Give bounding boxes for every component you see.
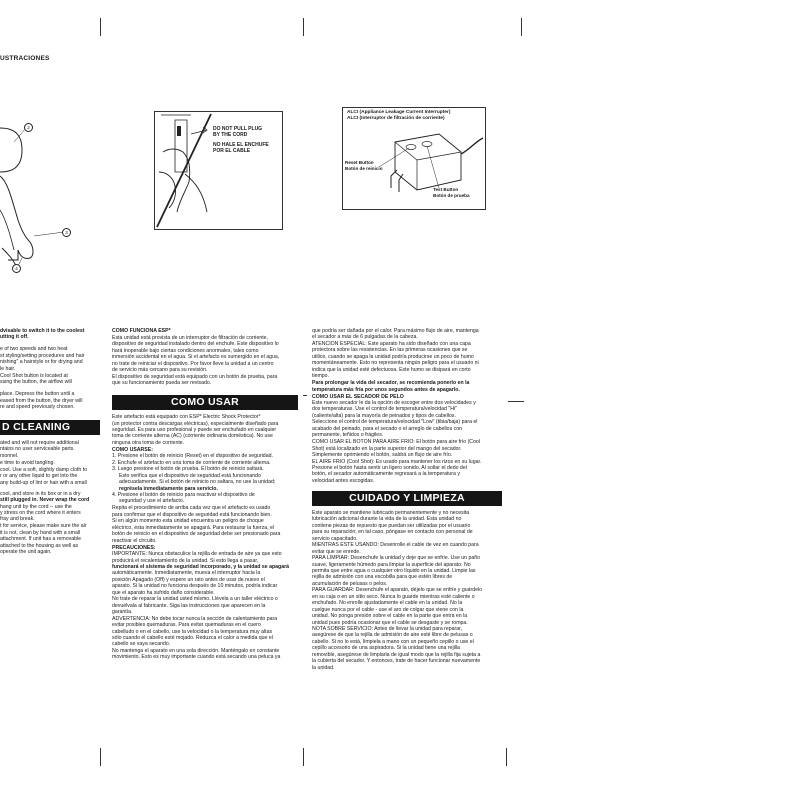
text-line: aparato. Si la unidad no funciona después de 10 minutos, podría indicar [112,583,278,590]
text-line: dvisable to switch it to the coolest [0,328,85,334]
text-line: hang unit by the cord -- use the [0,503,72,510]
text-line: IMPORTANTE: Nunca obstaculice la rejilla de entrada de aire ya que esto [112,551,282,558]
text-line: Shot) está localizado en la parte superior del mango del secador. [312,445,462,452]
text-line: botón de reinicio en el dispositivo de seguridad debe ser presionado para [112,531,281,538]
text-line: cepillo accesorio de una aspiradora. Si la unidad tiene una rejilla [312,645,460,652]
text-line: nishing" a hairstyle or for drying and [0,359,83,366]
text-line: st styling/setting procedures and hair [0,352,85,359]
text-line: e time to avoid tangling. [0,459,55,466]
section-cuidado-limpieza: CUIDADO Y LIMPIEZA [312,491,502,506]
text-line: ated and will not require additional [0,439,79,446]
text-line: cool. Use a soft, slightly damp cloth to [0,466,88,473]
text-line: evitar que se enrede. [312,548,361,555]
text-line: dos temperaturas. Use el control de temperatura/velocidad "Hi" [312,406,457,413]
step-line: regrésela inmediatamente para servicio. [119,485,218,492]
text-line: rsonnel. [0,452,19,459]
alci-title-es: ALCI (Interruptor de filtración de corriente) [347,116,445,121]
column-spanish-2 [312,328,502,672]
text-line: acumulación de pelusas o pelos. [312,580,388,587]
text-line: Presione el botón hasta sentir un ligero sonido. Al soltar el dedo del [312,465,467,472]
heading-boton-aire-frio: COMO USAR EL BOTON PARA AIRE FRIO: El botón para aire frío (Cool [312,439,480,446]
text-line: asegúrese de que la rejilla de admisión de aire esté libre de pelusas o [312,632,473,639]
text-line: evitar posibles quemaduras. Para evitar quemaduras en el cuero [112,622,261,629]
text-line: cabello se vaya secando. [112,641,171,648]
text-line: servicio capacitado. [312,535,358,542]
column-spanish-1 [112,328,298,661]
text-line: Este nuevo secador le da la opción de escoger entre dos velocidades y [312,399,476,406]
text-line: ATENCION ESPECIAL: Este aparato ha sido diseñado con una capa [312,340,471,347]
heading-como-usarse: COMO USARSE: [112,446,153,453]
text-line: le hair. [0,365,16,372]
text-line: devuélvala al fabricante. Siga las instrucciones que aparecen en la [112,602,266,609]
callout-2: 2 [24,123,33,132]
text-line: reactivar el circuito. [112,537,157,544]
text-line: Para prolongar la vida del secador, se recomienda ponerlo en la [312,380,470,387]
text-line: NOTA SOBRE SERVICIO: Antes de llevar la unidad para reparar, [312,626,463,633]
text-line: removible, asegúrese de limpiarla de igual modo que la rejilla fija sujeta a [312,651,481,658]
page-header: USTRACIONES [0,55,50,62]
text-line: botón, el secador automáticamente regresará a la temperatura y [312,471,460,478]
step-line: seguridad y use el artefacto. [119,498,185,505]
text-line: ssing the button, the airflow will [0,379,72,386]
text-line: de servicio más cercano para su revisión. [112,367,208,374]
text-line: Simplemente oprimiendo el botón, saldrá un flujo de aire frío. [312,452,453,459]
heading-como-usar-secador: COMO USAR EL SECADOR DE PELO [312,393,404,400]
text-line: contiene piezas de repuesto que puedan ser utilizadas por el usuario [312,522,471,529]
text-line: Este artefacto está equipado con ESP* Electric Shock Protector* [112,414,261,421]
text-line: dispositivo de seguridad instalado dentro del enchufe. Este dispositivo lo [112,341,279,348]
text-line: ntains no user serviceable parts. [0,446,75,453]
text-line: Repita el procedimiento de arriba cada vez que el artefacto es usado [112,505,271,512]
text-line: PARA LIMPIAR: Desenchufe la unidad y deje que se enfríe. Use un paño [312,555,481,562]
section-como-usar: COMO USAR [112,395,298,410]
text-line: para su reparación; en tal caso, póngase en contacto con personal de [312,529,473,536]
text-line: posición Apagado (Off) y espere un rato antes de usar de nuevo el [112,576,265,583]
text-line: hará inoperable bajo ciertas condiciones anormales, tales como [112,347,259,354]
text-line: producirá el recalentamiento de la unidad. Si esto llega a pasar, [112,557,259,564]
text-line: unidad. No ponga presión sobre el cable en la parte que entra en la [312,613,468,620]
text-line: suave, ligeramente húmedo para limpiar la superficie del aparato. No [312,561,471,568]
text-line: eléctrico, ésta inmediatamente se apagará. Para restaurar la fuerza, el [112,524,275,531]
callout-3: 3 [62,228,71,237]
caption-line-1: DO NOT PULL PLUG [213,126,263,132]
text-line: Cool Shot button is located at [0,372,68,379]
column-english [0,328,100,556]
text-line: sólo cuando el cabello esté mojado. Reduzca el calor a medida que el [112,634,273,641]
text-line: No mantenga el aparato en una sola dirección. Manténgalo en constante [112,647,280,654]
text-line: cuelgue nunca por el cable - use el aro de colgar que viene con la [312,606,464,613]
text-line: rejilla de admisión con una escobilla para que estén libres de [312,574,453,581]
caption-line-3: NO HALE EL ENCHUFE [213,142,269,148]
step-line: 4. Presione el botón de reinicio para reactivar el dispositivo de [112,492,255,499]
text-line: (un protector contra descargas eléctricas), especialmente diseñado para [112,420,279,427]
heading-como-funciona: COMO FUNCIONA ESP* [112,328,171,334]
caption-line-4: POR EL CABLE [213,148,251,154]
text-line: ninguna otra toma de corriente. [112,439,185,446]
step-line: Esto verifica que el dispositivo de seguridad está funcionando [119,472,261,479]
unplug-illustration [154,111,283,230]
text-line: MIENTRAS ESTE USANDO: Desenrolle el cable de vez en cuando para [312,542,479,549]
text-line: PARA GUARDAR: Desenchufe el aparato, déjelo que se enfríe y guárdelo [312,587,483,594]
text-line: attached to the housing as well as [0,542,79,549]
text-line: tiempo. [312,373,330,380]
text-line: El dispositivo de seguridad está equipado con un botón de prueba, para [112,373,278,380]
text-line: cool, and store in its box or in a dry [0,490,81,497]
text-line: inmersión accidental en el agua. Si el artefacto es sumergido en el agua, [112,354,280,361]
text-line: it is not, clean by hand with a small [0,529,81,536]
reset-label-en: Reset Button [345,160,374,165]
text-line: attachment. If unit has a removable [0,536,82,543]
section-cleaning-en: D CLEANING [0,420,100,435]
test-label-es: Botón de prueba [433,193,470,198]
text-line: para confirmar que el dispositivo de seguridad está funcionando bien. [112,511,272,518]
text-line: fray and break. [0,516,35,523]
text-line: toma de corriente alterna (AC) (corriente ordinaria doméstica). No use [112,433,273,440]
text-line: cabelludo o en el cabello, use la velocidad o la temperatura muy altas [112,628,273,635]
text-line: No trate de reparar la unidad usted mismo. Llévela a un taller eléctrico o [112,596,278,603]
text-line: utting it off. [0,334,29,341]
text-line: automáticamente. Inmediatamente, mueva el interruptor hacia la [112,570,261,577]
text-line: y stress on the cord where it enters [0,510,81,517]
text-line: re and speed previously chosen. [0,404,75,411]
text-line: no trate de reiniciar el dispositivo. Por favor lleve la unidad a un centro [112,360,274,367]
text-line: operate the unit again. [0,549,52,556]
text-line: momentáneamente. Esto no representa ningún peligro para el usuario ni [312,360,479,367]
step-line: adecuadamente. Si el botón de reinicio no saltara, no use la unidad; [119,479,276,486]
step-line: 2. Enchufe el artefacto en una toma de corriente de corriente alterna. [112,459,271,466]
text-line: el secador a más de 6 pulgadas de la cabeza. [312,334,418,341]
text-line: r or any other liquid to get into the [0,473,78,480]
text-line: en su caja o en un sitio seco. Nunca lo guarde mientras esté caliente o [312,593,475,600]
alci-illustration [342,107,486,210]
text-line: lubricación adicional durante la vida de la unidad. Esta unidad no [312,516,462,523]
text-line: la unidad. [312,664,335,671]
test-label-en: Test Button [433,187,459,192]
text-line: still plugged in. Never wrap the cord [0,497,90,504]
caption-line-2: BY THE CORD [213,132,248,138]
text-line: EL AIRE FRIO (Cool Shot): Es usado para mantener los rizos en su lugar. [312,458,482,465]
text-line: Este aparato se mantiene lubricado permanentemente y no necesita [312,509,470,516]
step-line: 3. Luego presione el botón de prueba. El botón de reinicio saltará. [112,466,264,473]
text-line: unidad pues podría ocasionar que el cable se desgaste y se rompa. [312,619,468,626]
text-line: indica que la unidad esté defectuosa. Este humo se disipará en corto [312,366,471,373]
text-line: protectora sobre las resistencias. En las primeras ocasiones que se [312,347,468,354]
text-line: que podría ser dañada por el calor. Para máximo flujo de aire, mantenga [312,328,479,334]
alci-title-en: ALCI (Appliance Leakage Current Interrupter) [347,110,451,115]
text-line: t for service, please make sure the air [0,523,87,530]
text-line: enchufado. No enrolle ajustadamente el cable en la unidad. No la [312,600,463,607]
text-line: que su funcionamiento pueda ser revisado. [112,380,212,387]
text-line: e of two speeds and two heat [0,346,68,353]
text-line: que el aparato ha sufrido daño considerable. [112,589,215,596]
heading-precauciones: PRECAUCIONES: [112,544,156,551]
text-line: Si en algún momento esta unidad encuentra un peligro de choque [112,518,264,525]
text-line: eased from the button, the dryer will [0,397,83,404]
text-line: Seleccione el control de temperatura/velocidad "Low" (tibia/baja) para el [312,419,478,426]
text-line: place. Depress the button until a [0,391,75,398]
text-line: garantía. [112,609,133,616]
text-line: movimiento. Esto es muy importante cuando está secando una peluca ya [112,654,281,661]
text-line: velocidad antes escogidas. [312,477,375,484]
text-line: permanente, teñidos o frágiles. [312,432,384,439]
reset-label-es: Botón de reinicio [345,166,383,171]
text-line: cabello. Si no lo está, límpiela a mano con un pequeño cepillo o use el [312,638,474,645]
callout-4: 4 [12,264,21,273]
text-line: acabado del peinado, para el secado o el arreglo de cabellos con [312,425,462,432]
text-line: temperatura más fría por unos segundos antes de apagarlo. [312,386,460,393]
text-line: any build-up of lint or hair with a small [0,479,87,486]
step-line: 1. Presione el botón de reinicio (Reset) en el dispositivo de seguridad. [112,453,273,460]
hair-dryer-illustration [0,110,90,285]
text-line: utilice, cuando se apaga la unidad podría producirse un poco de humo [312,353,474,360]
text-line: la cubierta del secador. Y entonces, trate de hacer funcionar nuevamente [312,658,481,665]
text-line: (caliente/alta) para la mayoría de peinados y tipos de cabellos. [312,412,456,419]
text-line: Esta unidad está provista de un interruptor de filtración de corriente, [112,334,269,341]
text-line: permita que entre agua o cualquier otro líquido en la unidad. Limpie las [312,567,476,574]
text-line: funcionará el sistema de seguridad incorporado, y la unidad se apagará [112,564,290,570]
text-line: seguridad. Es para uso profesional y puede ser enchufado en cualquier [112,426,277,433]
text-line: ADVERTENCIA: No debe tocar nunca la sección de calentamiento para [112,615,278,622]
